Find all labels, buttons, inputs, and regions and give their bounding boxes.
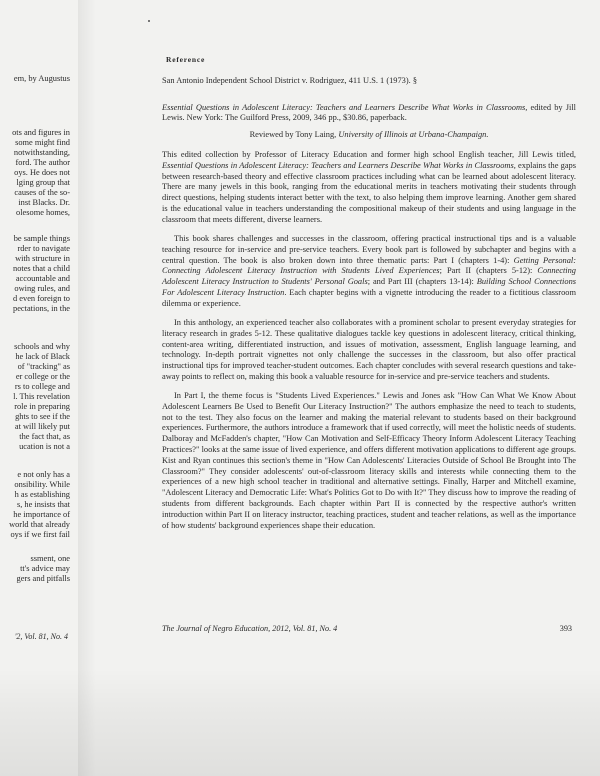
reference-heading: Reference [166, 55, 206, 64]
fragment-line: accountable and [15, 274, 70, 283]
fragment-line: notwithstanding, [13, 148, 70, 157]
fragment-line: ghts to see if the [15, 412, 70, 421]
fragment-line: causes of the so- [14, 188, 70, 197]
fragment-line: lging group that [16, 178, 70, 187]
fragment-line: notes that a child [13, 264, 70, 273]
fragment-line: rder to navigate [17, 244, 70, 253]
fragment-line: e not only has a [17, 470, 70, 479]
paragraph-3: In this anthology, an experienced teacher also collaborates with a prominent scholar to present everyday strategies for literacy research in grades 5-12. These qualitative dialogues tackle key questions in adolescent literacy, critical thinking, content-area writing, differentiated instruction, and issues of motivation, assessment, English language learning, and technology. In-depth portrait vignettes not only challenge the successes in the classroom, but also offer practical instructional tips for improved teacher-student outcomes. Each chapter concludes with several research questions and take-away points to reflect on, making this book a valuable resource for in-service and pre-service teachers and students. [162, 317, 576, 381]
fragment-line: l. This revelation [13, 392, 70, 401]
page-number: 393 [559, 624, 572, 633]
fragment-line: inst Blacks. Dr. [18, 198, 70, 207]
fragment-line: ssment, one [30, 554, 70, 563]
reviewer-line [162, 130, 576, 141]
book-title: Essential Questions in Adolescent Literacy: Teachers and Learners Describe What Works in Classrooms, [162, 102, 528, 112]
scan-speck [148, 20, 150, 22]
fragment-line: rs to college and [14, 382, 70, 391]
paragraph-2-text-d: . Each chapter begins with a vignette introducing the reader to a fictitious classroom dilemma or experience. [162, 287, 576, 308]
book-publication: edited by Jill Lewis. New York: The Guilford Press, 2009, 346 pp., $30.86, paperback. [162, 102, 577, 123]
fragment-line: oys if we first fail [10, 530, 70, 539]
fragment-line: ots and figures in [12, 128, 70, 137]
part-2-title: Connecting Adolescent Literacy Instruction to Students' Personal Goals [162, 266, 576, 287]
fragment-line: onsibility. While [14, 480, 70, 489]
fragment-line: some might find [15, 138, 70, 147]
fragment-line: d even foreign to [13, 294, 70, 303]
fragment-line: oys. He does not [14, 168, 70, 177]
page-footer [162, 624, 576, 633]
fragment-line: ford. The author [15, 158, 70, 167]
reviewer-affiliation: University of Illinois at Urbana-Champaign. [338, 130, 489, 140]
fragment-line: at will likely put [14, 422, 70, 431]
fragment-line: with structure in [15, 254, 70, 263]
fragment-line: em, by Augustus [13, 74, 70, 83]
fragment-line: olesome homes, [16, 208, 70, 217]
fragment-line: tt's advice may [20, 564, 70, 573]
review-book-title [162, 103, 576, 125]
reference-citation: San Antonio Independent School District v. Rodriguez, 411 U.S. 1 (1973). § [162, 75, 418, 85]
binding-gutter [78, 0, 96, 776]
paragraph-2-text-b: ; Part II (chapters 5-12): [439, 266, 538, 276]
reviewer-name: Reviewed by Tony Laing, [249, 130, 339, 140]
fragment-line: h as establishing [14, 490, 70, 499]
paragraph-4: In Part I, the theme focus is "Students Lived Experiences." Lewis and Jones ask "How Can What We Know About Adolescent Learners Be Used to Benefit Our Literacy Instruction?" The authors emphasize the need to teach to students, not to the test. They also focus on the learner and making the material relevant to students based on their background experiences. Furthermore, the authors introduce a framework that if used correctly, will meet the holistic needs of students. Dalboray and McFadden's chapter, "How Can Motivation and Self-Efficacy Theory Inform Adolescent Literacy Teaching Practices?" looks at the same issue of lived experience, and offers different motivation applications to different age groups. Kist and Ryan continues this section's theme in "How Can Adolescents' Literacies Outside of School Be Brought into The Classroom?" They consider adolescents' out-of-classroom literacy skills and interests while connecting them to the experiences of a new high school teacher in traditional and alternative settings. Finally, Harper and Mitchell examine, "Adolescent Literacy and Democratic Life: What's Politics Got to Do with It?" They discuss how to improve the reading of students from different backgrounds. Each chapter within Part II is connected by the respective author's written introduction within Part II on literacy instructor, teaching practices, student and teacher relations, as well as the importance of how students' background experiences shape their education. [162, 391, 576, 530]
fragment-line: he lack of Black [15, 352, 70, 361]
part-3-title: Building School Connections For Adolescent Literacy Instruction [162, 277, 577, 297]
previous-page-footer: '2, Vol. 81, No. 4 [14, 632, 68, 641]
fragment-line: be sample things [13, 234, 70, 243]
fragment-line: ucation is not a [19, 442, 70, 451]
fragment-line: he importance of [13, 510, 70, 519]
paragraph-2 [162, 234, 576, 310]
fragment-line: role in preparing [14, 402, 70, 411]
fragment-line: s, he insists that [16, 500, 70, 509]
fragment-line: of "tracking" as [17, 362, 70, 371]
fragment-line: schools and why [14, 342, 70, 351]
journal-citation: The Journal of Negro Education, 2012, Vol. 81, No. 4 [162, 624, 338, 633]
paragraph-2-text-a: This book shares challenges and successes in the classroom, offering practical instructional tips and is a valuable teaching resource for in-service and pre-service teachers. Every book part is followed by subchapter and begins with a central question. The book is also broken down into three thematic parts: Part I (chapters 1-4): [162, 233, 576, 265]
fragment-line: pectations, in the [13, 304, 70, 313]
fragment-line: world that already [9, 520, 70, 529]
paragraph-1-text-a: This edited collection by Professor of Literacy Education and former high school English teacher, Jill Lewis titled, [162, 149, 576, 159]
main-column [162, 55, 576, 540]
part-1-title: Getting Personal: Connecting Adolescent Literacy Instruction with Students Lived Experiences [162, 255, 577, 276]
fragment-line: owing rules, and [14, 284, 70, 293]
paragraph-2-text-c: ; and Part III (chapters 13-14): [367, 277, 477, 287]
fragment-line: gers and pitfalls [16, 574, 70, 583]
paragraph-1-text-b: , explains the gaps between research-based theory and effective classroom practices including what can be learned about adolescent literacy. There are many jewels in this book, ranging from the educational merits in teachers motivating their students through direct questions, helping students interact better with the text, to also helping them improve learning. Another gem shared is the educational value in teachers understanding the compositional makeup of their students and using language in the classroom that meets different, diverse learners. [162, 160, 576, 224]
fragment-line: er college or the [15, 372, 70, 381]
paragraph-1-title: Essential Questions in Adolescent Literacy: Teachers and Learners Describe What Works in Classrooms [162, 160, 514, 170]
scan-shadow [0, 668, 600, 776]
fragment-line: the fact that, as [19, 432, 70, 441]
paragraph-1 [162, 150, 576, 226]
